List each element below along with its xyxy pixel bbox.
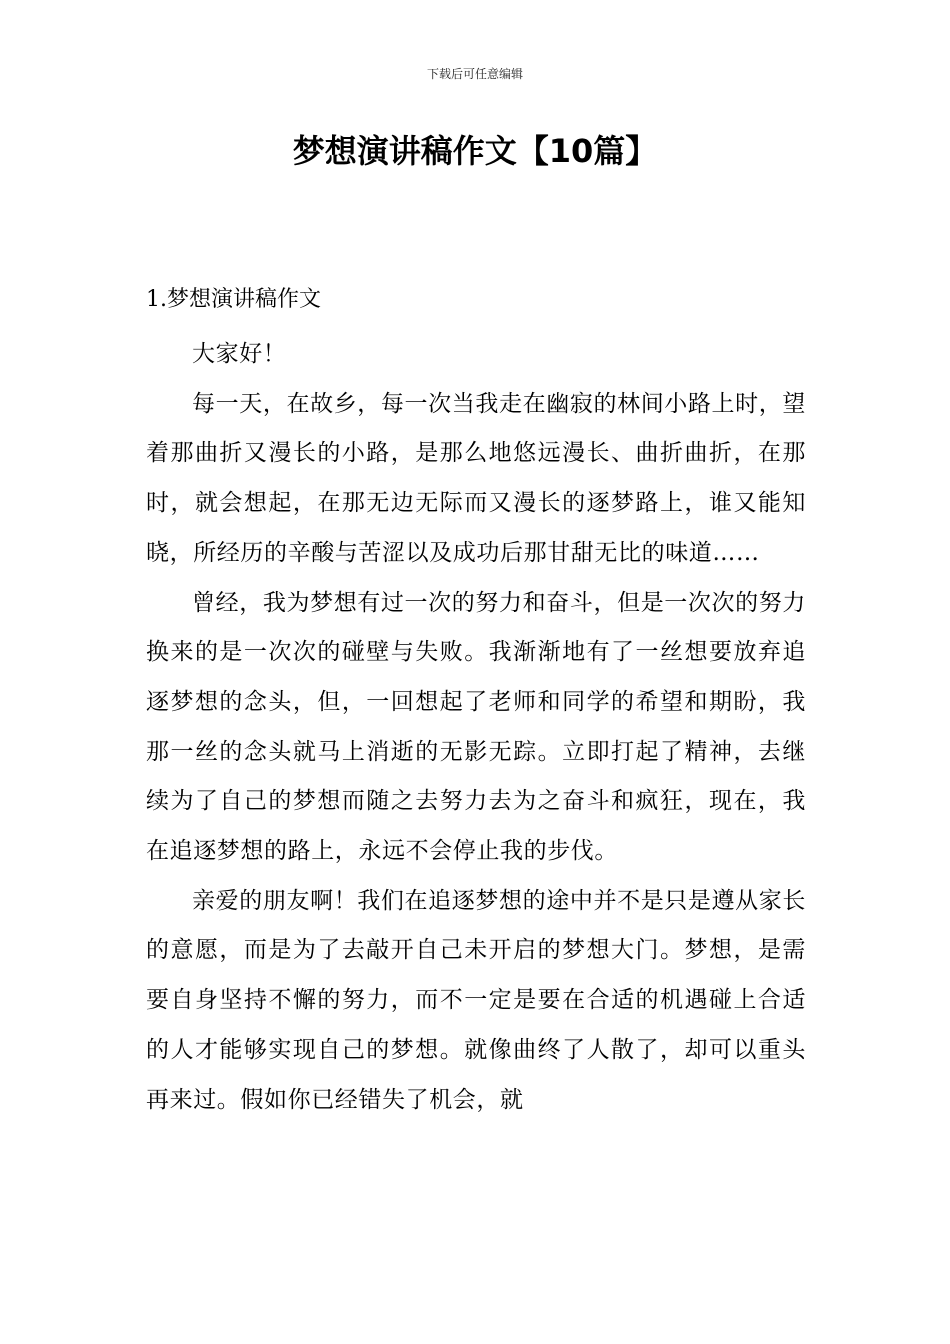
page-header-note: 下载后可任意编辑 [426,67,523,81]
section-heading: 1.梦想演讲稿作文 [146,287,321,312]
paragraph: 亲爱的朋友啊！我们在追逐梦想的途中并不是只是遵从家长的意愿，而是为了去敲开自己未开启的梦想大门。梦想，是需要自身坚持不懈的努力，而不一定是要在合适的机遇碰上合适的人才能够实现自己的梦想。就像曲终了人散了，却可以重头再来过。假如你已经错失了机会，就 [146,887,806,1113]
document-body [146,330,806,1125]
document-title: 梦想演讲稿作文【10篇】 [292,132,658,170]
paragraph-greeting: 大家好！ [192,341,287,367]
paragraph: 曾经，我为梦想有过一次的努力和奋斗，但是一次次的努力换来的是一次次的碰壁与失败。我渐渐地有了一丝想要放弃追逐梦想的念头，但，一回想起了老师和同学的希望和期盼，我那一丝的念头就马上消逝的无影无踪。立即打起了精神，去继续为了自己的梦想而随之去努力去为之奋斗和疯狂，现在，我在追逐梦想的路上，永远不会停止我的步伐。 [146,589,806,865]
paragraph: 每一天，在故乡，每一次当我走在幽寂的林间小路上时，望着那曲折又漫长的小路，是那么地悠远漫长、曲折曲折，在那时，就会想起，在那无边无际而又漫长的逐梦路上，谁又能知晓，所经历的辛酸与苦涩以及成功后那甘甜无比的味道…… [146,390,806,566]
